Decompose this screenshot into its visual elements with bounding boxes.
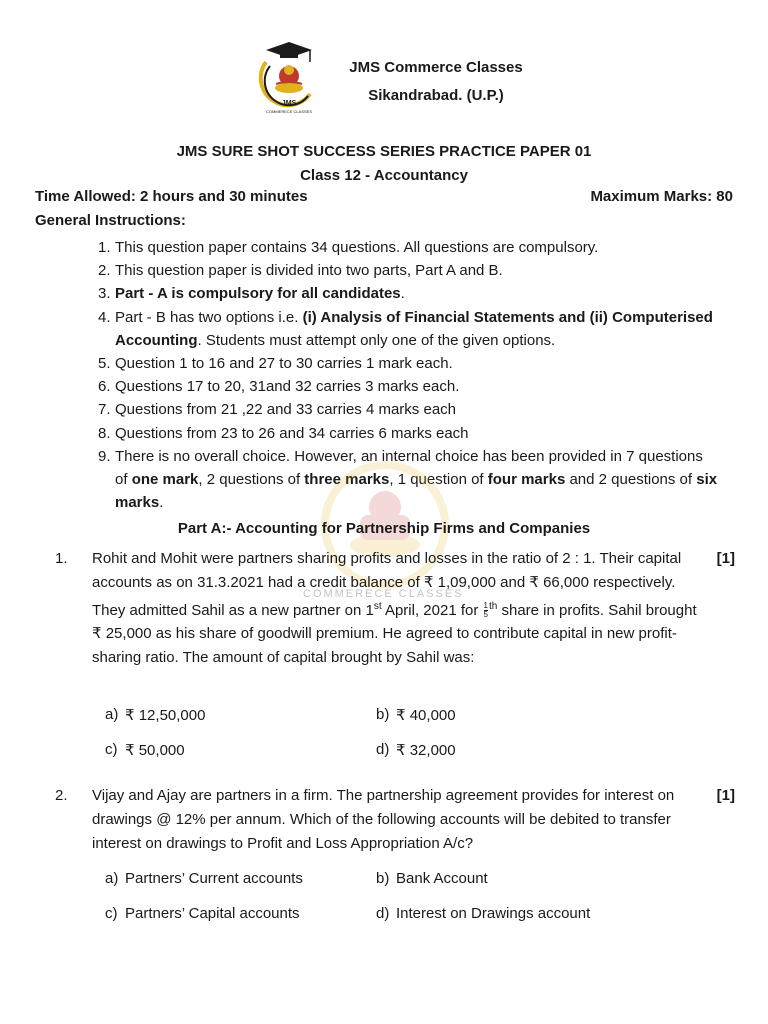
instructions-list <box>98 236 718 514</box>
question-number: 1. <box>55 550 68 567</box>
instructions-heading: General Instructions: <box>35 212 186 229</box>
instruction-item: 2. This question paper is divided into two parts, Part A and B. <box>98 262 503 280</box>
instruction-item: 3. Part - A is compulsory for all candidates. <box>98 285 405 303</box>
option-a: a) ₹ 12,50,000 <box>105 706 206 724</box>
paper-meta-row <box>35 188 733 205</box>
time-allowed: Time Allowed: 2 hours and 30 minutes <box>35 188 308 205</box>
instruction-item: 1. This question paper contains 34 questions. All questions are compulsory. <box>98 239 599 256</box>
question-marks: [1] <box>716 787 735 804</box>
option-b: b) Bank Account <box>376 870 488 887</box>
logo-emblem-icon <box>252 36 326 120</box>
option-d: d) ₹ 32,000 <box>376 741 456 759</box>
maximum-marks: Maximum Marks: 80 <box>590 188 733 205</box>
paper-series-title: JMS SURE SHOT SUCCESS SERIES PRACTICE PAPER 01 <box>176 143 592 160</box>
logo-subtext: COMMERECE CLASSES <box>265 109 312 114</box>
instruction-item: 8. Questions from 23 to 26 and 34 carries 6 marks each <box>98 424 469 442</box>
institute-block <box>336 54 536 110</box>
watermark-text: COMMERECE CLASSES <box>303 588 464 600</box>
question-text: Vijay and Ajay are partners in a firm. The partnership agreement provides for interest on drawings @ 12% per annum. Which of the following accounts will be debited to transfer interest on drawings to Profit and Loss Appropriation A/c? <box>92 787 675 852</box>
option-c: c) Partners’ Capital accounts <box>105 905 300 922</box>
instruction-item: 5. Question 1 to 16 and 27 to 30 carries 1 mark each. <box>98 355 453 373</box>
option-a: a) Partners’ Current accounts <box>105 870 303 887</box>
institute-logo <box>252 36 326 120</box>
part-a-heading: Part A:- Accounting for Partnership Firms and Companies <box>177 520 591 537</box>
option-c: c) ₹ 50,000 <box>105 741 185 759</box>
institute-location: Sikandrabad. (U.P.) <box>368 87 504 104</box>
instruction-item: 6. Questions 17 to 20, 31and 32 carries 3 marks each. <box>98 378 460 396</box>
option-b: b) ₹ 40,000 <box>376 706 456 724</box>
instruction-item: 7. Questions from 21 ,22 and 33 carries 4 marks each <box>98 401 457 419</box>
question-number: 2. <box>55 787 68 804</box>
logo-text: JMS <box>281 100 297 107</box>
instruction-item: 9. There is no overall choice. However, an internal choice has been provided in 7 questions of one mark, 2 questions of three marks, 1 question of four marks and 2 questions of six marks. <box>98 447 718 512</box>
option-d: d) Interest on Drawings account <box>376 905 591 922</box>
question-marks: [1] <box>716 550 735 567</box>
institute-name: JMS Commerce Classes <box>349 59 523 76</box>
class-subject: Class 12 - Accountancy <box>300 167 468 184</box>
question-text: Rohit and Mohit were partners sharing profits and losses in the ratio of 2 : 1. Their capital accounts as on 31.3.2021 had a credit balance of ₹ 1,09,000 and ₹ 66,000 respectively. They admitted Sahil as a new partner on 1st April, 2021 for $\frac{1}{5}$ $^{th}$ share in profits. Sahil brought ₹ 25,000 as his share of goodwill premium. He agreed to contribute capital in new profit-sharing ratio. The amount of capital brought by Sahil was: <box>92 550 697 667</box>
instruction-item: 4. Part - B has two options i.e. (i) Analysis of Financial Statements and (ii) Computerised Accounting. Students must attempt only one of the given options. <box>98 308 713 349</box>
fraction: $\frac{1}{5}$ <box>483 601 488 620</box>
